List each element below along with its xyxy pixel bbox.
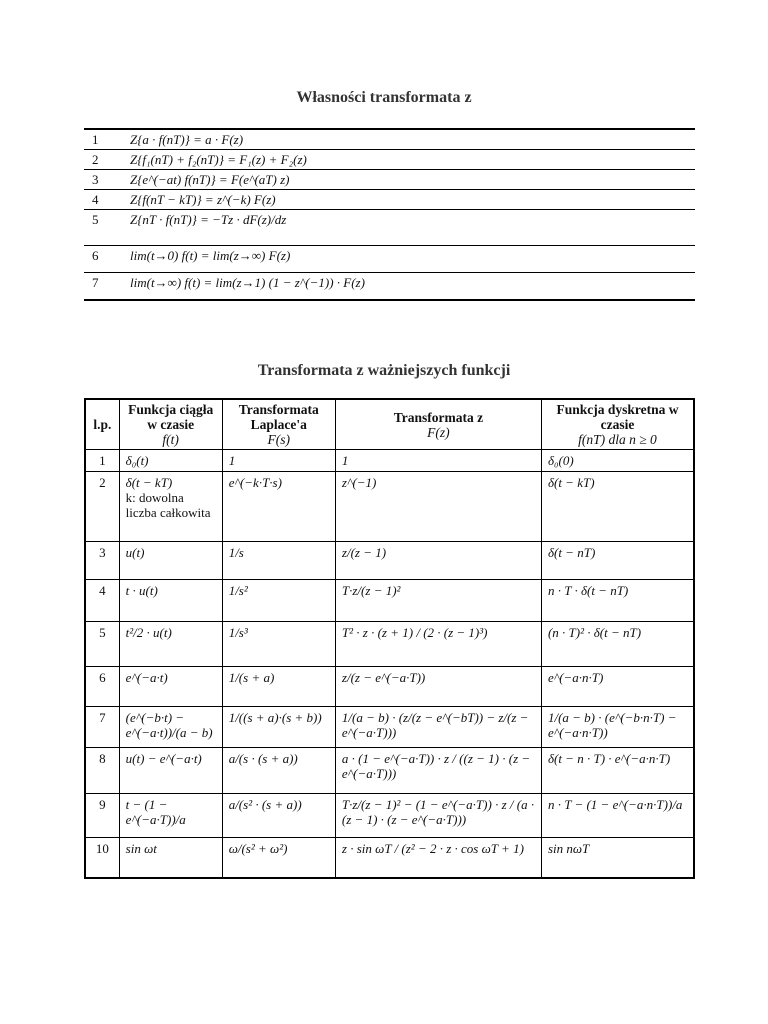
cell-ft: t − (1 − e^(−a·T))/a [119,794,222,838]
table-row [85,542,694,580]
header-laplace-label: Transformata Laplace'a [238,402,319,432]
table-row [85,580,694,622]
cell-fnt: δ₀(0) [541,450,694,472]
header-discrete-symbol: f(nT) dla n ≥ 0 [578,432,657,447]
header-continuous [119,399,222,450]
table-row [85,838,694,878]
table-row [84,273,695,301]
cell-ft: u(t) − e^(−a·t) [119,748,222,794]
row-number: 6 [85,667,119,707]
cell-fz: 1/(a − b) · (z/(z − e^(−bT)) − z/(z − e^(−a·T))) [335,707,541,748]
row-number: 2 [85,472,119,542]
row-number: 2 [84,150,126,170]
header-lp-label: l.p. [93,417,112,432]
cell-ft-formula: δ(t − kT) [125,475,173,490]
properties-table [84,128,695,301]
header-z-label: Transformata z [393,409,484,425]
header-discrete [541,399,694,450]
transforms-header [85,399,694,450]
properties-body [84,129,695,300]
row-number: 5 [85,622,119,667]
formula: Z{e^(−at) f(nT)} = F(e^(aT) z) [126,170,695,190]
table-row [85,707,694,748]
header-z [335,399,541,450]
cell-fnt: sin nωT [541,838,694,878]
header-laplace-symbol: F(s) [267,432,291,447]
cell-ft: (e^(−b·t) − e^(−a·t))/(a − b) [119,707,222,748]
cell-ft: t · u(t) [119,580,222,622]
properties-title: Własności transformata z [296,89,472,106]
cell-ft: u(t) [119,542,222,580]
cell-fz: T·z/(z − 1)² − (1 − e^(−a·T)) · z / (a · (z − 1) · (z − e^(−a·T))) [335,794,541,838]
cell-fz: z/(z − 1) [335,542,541,580]
cell-fnt: δ(t − kT) [541,472,694,542]
table-row [84,246,695,273]
row-number: 7 [84,273,126,301]
cell-fz: z^(−1) [335,472,541,542]
row-number: 6 [84,246,126,273]
transforms-body [85,450,694,878]
row-number: 1 [85,450,119,472]
row-number: 8 [85,748,119,794]
cell-fs: 1/s [222,542,335,580]
cell-fs: 1/((s + a)·(s + b)) [222,707,335,748]
cell-fs: a/(s² · (s + a)) [222,794,335,838]
transforms-title: Transformata z ważniejszych funkcji [257,362,511,379]
formula: Z{a · f(nT)} = a · F(z) [130,132,244,147]
cell-fnt: δ(t − n · T) · e^(−a·n·T) [541,748,694,794]
cell-fnt: e^(−a·n·T) [541,667,694,707]
header-continuous-label: Funkcja ciągła w czasie [128,402,214,432]
cell-fnt: 1/(a − b) · (e^(−b·n·T) − e^(−a·n·T)) [541,707,694,748]
cell-ft: e^(−a·t) [119,667,222,707]
transforms-table [84,398,695,879]
row-number: 10 [85,838,119,878]
row-number: 9 [85,794,119,838]
header-z-symbol: F(z) [427,424,450,440]
cell-fz: T·z/(z − 1)² [335,580,541,622]
cell-ft: t²/2 · u(t) [119,622,222,667]
table-row [84,170,695,190]
table-row [84,210,695,246]
cell-fs: 1/s³ [222,622,335,667]
table-row [84,190,695,210]
cell-ft [119,472,222,542]
table-row [85,450,694,472]
table-row [85,622,694,667]
table-row [85,794,694,838]
cell-fnt: n · T − (1 − e^(−a·n·T))/a [541,794,694,838]
table-row [85,667,694,707]
row-number: 1 [92,132,99,147]
cell-fs: ω/(s² + ω²) [222,838,335,878]
cell-fz: T² · z · (z + 1) / (2 · (z − 1)³) [335,622,541,667]
cell-fz: z · sin ωT / (z² − 2 · z · cos ωT + 1) [335,838,541,878]
cell-fnt: δ(t − nT) [541,542,694,580]
cell-ft: sin ωt [119,838,222,878]
header-lp [85,399,119,450]
formula: Z{f(nT − kT)} = z^(−k) F(z) [126,190,695,210]
row-number: 7 [85,707,119,748]
header-continuous-symbol: f(t) [162,432,179,447]
row-number: 4 [85,580,119,622]
cell-fz: 1 [335,450,541,472]
cell-fs: a/(s · (s + a)) [222,748,335,794]
cell-fs: 1 [222,450,335,472]
table-row [84,150,695,170]
cell-fs: 1/s² [222,580,335,622]
header-row [85,399,694,450]
formula: lim(t→∞) f(t) = lim(z→1) (1 − z^(−1)) · F(z) [126,273,695,301]
cell-ft: δ₀(t) [119,450,222,472]
cell-ft-note: k: dowolna liczba całkowita [125,490,211,520]
row-number: 3 [84,170,126,190]
cell-fs: e^(−k·T·s) [222,472,335,542]
formula: lim(t→0) f(t) = lim(z→∞) F(z) [126,246,695,273]
cell-fs: 1/(s + a) [222,667,335,707]
row-number: 5 [84,210,126,246]
row-number: 3 [85,542,119,580]
cell-fz: z/(z − e^(−a·T)) [335,667,541,707]
table-row [85,472,694,542]
formula: Z{nT · f(nT)} = −Tz · dF(z)/dz [126,210,695,246]
cell-fnt: n · T · δ(t − nT) [541,580,694,622]
cell-fnt: (n · T)² · δ(t − nT) [541,622,694,667]
table-row [85,748,694,794]
formula: Z{f₁(nT) + f₂(nT)} = F₁(z) + F₂(z) [126,150,695,170]
cell-fz: a · (1 − e^(−a·T)) · z / ((z − 1) · (z − e^(−a·T))) [335,748,541,794]
table-row [84,129,695,150]
header-laplace [222,399,335,450]
header-discrete-label: Funkcja dyskretna w czasie [556,402,679,432]
row-number: 4 [84,190,126,210]
